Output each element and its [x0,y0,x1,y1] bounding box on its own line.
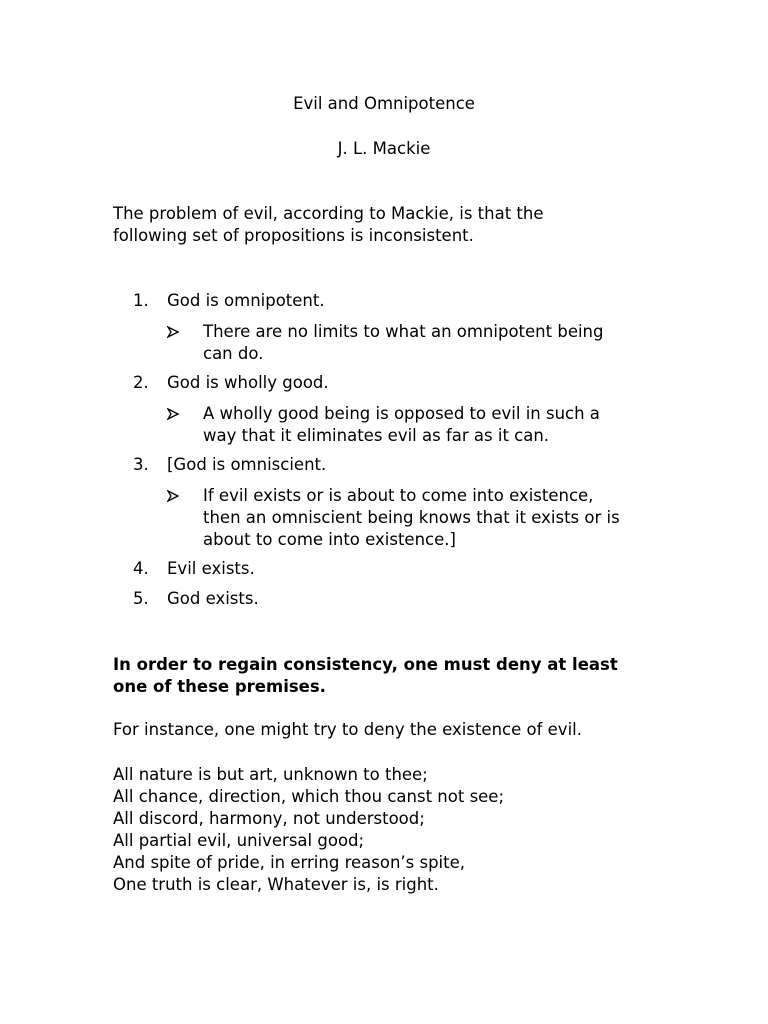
proposition-number: 1. [133,291,149,310]
sub-point-text [203,485,663,551]
poem-line: All chance, direction, which thou canst not see; [113,787,505,806]
poem-quote [113,764,673,896]
sub-point-line: If evil exists or is about to come into existence, [203,486,594,505]
proposition-text: Evil exists. [167,559,255,578]
poem-line: And spite of pride, in erring reason’s spite, [113,853,466,872]
document-author: J. L. Mackie [337,139,431,158]
intro-line: following set of propositions is inconsistent. [113,226,474,245]
sub-point-line: There are no limits to what an omnipotent being [203,322,604,341]
sub-point-text [203,403,663,447]
proposition-text: God is omnipotent. [167,291,325,310]
proposition-text: God exists. [167,589,259,608]
proposition-text: [God is omniscient. [167,455,327,474]
poem-line: All discord, harmony, not understood; [113,809,425,828]
sub-point-line: can do. [203,344,264,363]
document-title: Evil and Omnipotence [293,94,475,113]
sub-point-line: about to come into existence.] [203,530,456,549]
poem-line: One truth is clear, Whatever is, is right. [113,875,439,894]
poem-line: All nature is but art, unknown to thee; [113,765,428,784]
proposition-number: 2. [133,373,149,392]
intro-paragraph [113,203,673,247]
arrowhead-bullet-icon [167,485,185,514]
proposition-number: 3. [133,455,149,474]
sub-point-line: then an omniscient being knows that it exists or is [203,508,620,527]
arrowhead-bullet-icon [167,403,185,432]
statement-line: In order to regain consistency, one must deny at least [113,655,618,674]
intro-line: The problem of evil, according to Mackie, is that the [113,204,544,223]
sub-point-text [203,321,663,365]
proposition-text: God is wholly good. [167,373,329,392]
sub-point-line: A wholly good being is opposed to evil in such a [203,404,600,423]
instance-paragraph: For instance, one might try to deny the existence of evil. [113,720,582,739]
poem-line: All partial evil, universal good; [113,831,365,850]
consistency-statement [113,654,673,698]
proposition-number: 4. [133,559,149,578]
statement-line: one of these premises. [113,677,326,696]
proposition-number: 5. [133,589,149,608]
sub-point-line: way that it eliminates evil as far as it can. [203,426,550,445]
arrowhead-bullet-icon [167,321,185,350]
